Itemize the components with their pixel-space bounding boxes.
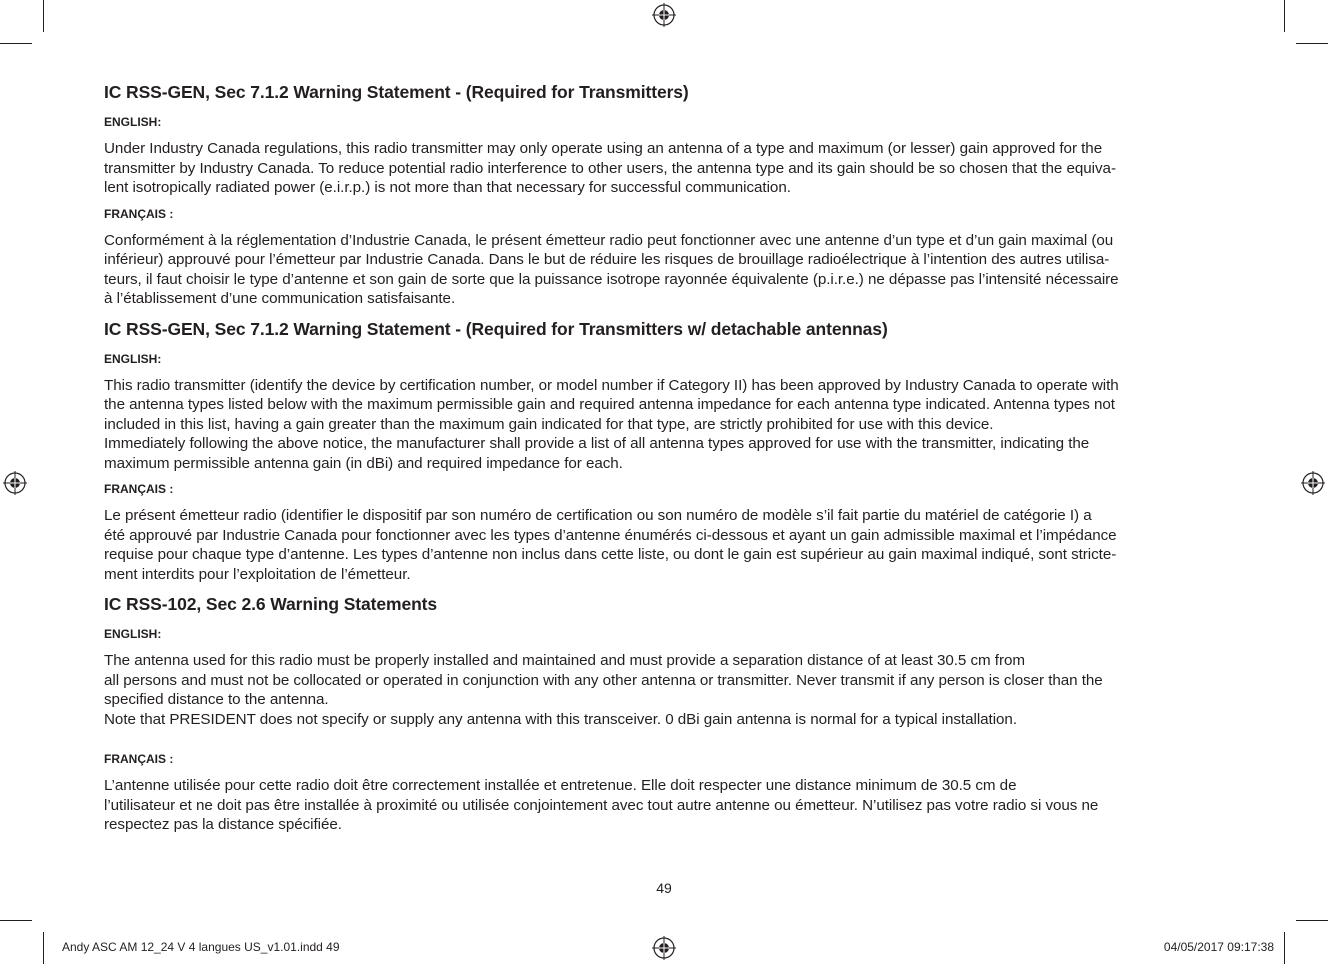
text-line: à l’établissement d’une communication satisfaisante. bbox=[104, 290, 456, 307]
text-line: transmitter by Industry Canada. To reduce potential radio interference to other users, the antenna type and its gain should be so chosen that the equiva- bbox=[104, 159, 1116, 177]
section-rss-gen-detachable bbox=[104, 317, 1228, 585]
text-line: respectez pas la distance spécifiée. bbox=[104, 816, 342, 833]
text-line: inférieur) approuvé pour l’émetteur par Industrie Canada. Dans le but de réduire les risques de brouillage radioélectrique à l’intention des autres utilisa- bbox=[104, 251, 1110, 268]
text-line: all persons and must not be collocated or operated in conjunction with any other antenna or transmitter. Never transmit if any person is closer than the bbox=[104, 671, 1103, 689]
registration-mark-icon bbox=[1301, 471, 1325, 495]
text-line: teurs, il faut choisir le type d’antenne et son gain de sorte que la puissance isotrope rayonnée équivalente (p.i.r.e.) ne dépasse pas l’intensité nécessaire bbox=[104, 270, 1119, 288]
crop-mark bbox=[43, 932, 44, 964]
crop-mark bbox=[1296, 43, 1328, 44]
registration-mark-icon bbox=[652, 3, 676, 27]
slug-timestamp: 04/05/2017 09:17:38 bbox=[1163, 940, 1274, 954]
text-line: ment interdits pour l’exploitation de l’émetteur. bbox=[104, 565, 411, 583]
text-line: lent isotropically radiated power (e.i.r.p.) is not more than that necessary for successful communication. bbox=[104, 179, 791, 196]
text-line: l’utilisateur et ne doit pas être installée à proximité ou utilisée conjointement avec tout autre antenne ou émetteur. N’utilisez pas votre radio si vous ne bbox=[104, 796, 1099, 814]
section-title: IC RSS-102, Sec 2.6 Warning Statements bbox=[104, 594, 438, 614]
english-paragraph bbox=[104, 651, 1228, 729]
text-line: This radio transmitter (identify the device by certification number, or model number if Category II) has been approved by Industry Canada to operate with bbox=[104, 376, 1119, 394]
document-body bbox=[104, 80, 1228, 843]
text-line: Under Industry Canada regulations, this radio transmitter may only operate using an antenna of a type and maximum (or lesser) gain approved for the bbox=[104, 140, 1103, 157]
crop-mark bbox=[0, 43, 32, 44]
text-line: specified distance to the antenna. bbox=[104, 691, 329, 708]
crop-mark bbox=[43, 0, 44, 32]
text-line: Conformément à la réglementation d’Industrie Canada, le présent émetteur radio peut fonctionner avec une antenne d’un type et d’un gain maximal (ou bbox=[104, 231, 1114, 249]
crop-mark bbox=[1296, 920, 1328, 921]
text-line: included in this list, having a gain greater than the maximum gain indicated for that type, are strictly prohibited for use with this device. bbox=[104, 415, 994, 433]
french-paragraph bbox=[104, 506, 1228, 584]
crop-mark bbox=[0, 920, 32, 921]
french-label: FRANÇAIS : bbox=[104, 482, 174, 496]
registration-mark-icon bbox=[3, 471, 27, 495]
text-line: été approuvé par Industrie Canada pour fonctionner avec les types d’antenne énumérés ci-dessous et ayant un gain admissible maximal et l’impédance bbox=[104, 526, 1117, 544]
text-line: requise pour chaque type d’antenne. Les types d’antenne non inclus dans cette liste, ou dont le gain est supérieur au gain maximal indiqué, sont stricte- bbox=[104, 546, 1117, 563]
english-paragraph bbox=[104, 139, 1228, 198]
section-rss-102 bbox=[104, 592, 1228, 835]
english-label: ENGLISH: bbox=[104, 351, 162, 366]
text-line: maximum permissible antenna gain (in dBi) and required impedance for each. bbox=[104, 454, 623, 472]
slug-filename: Andy ASC AM 12_24 V 4 langues US_v1.01.indd 49 bbox=[62, 940, 340, 954]
text-line: Le présent émetteur radio (identifier le dispositif par son numéro de certification ou son numéro de modèle s’il fait partie du matériel de catégorie I) a bbox=[104, 507, 1092, 524]
text-line: L’antenne utilisée pour cette radio doit être correctement installée et entretenue. Elle doit respecter une distance minimum de 30.5 cm de bbox=[104, 777, 1017, 794]
english-label: ENGLISH: bbox=[104, 627, 162, 641]
section-title: IC RSS-GEN, Sec 7.1.2 Warning Statement - (Required for Transmitters w/ detachable antennas) bbox=[104, 318, 888, 339]
text-line: the antenna types listed below with the maximum permissible gain and required antenna impedance for each antenna type indicated. Antenna types not bbox=[104, 396, 1115, 413]
section-title: IC RSS-GEN, Sec 7.1.2 Warning Statement - (Required for Transmitters) bbox=[104, 82, 689, 102]
english-paragraph bbox=[104, 376, 1228, 474]
text-line: The antenna used for this radio must be properly installed and maintained and must provide a separation distance of at least 30.5 cm from bbox=[104, 652, 1025, 669]
crop-mark bbox=[1284, 0, 1285, 32]
french-label: FRANÇAIS : bbox=[104, 206, 174, 221]
french-paragraph bbox=[104, 231, 1228, 309]
english-label: ENGLISH: bbox=[104, 115, 162, 129]
crop-mark bbox=[1284, 932, 1285, 964]
page-number: 49 bbox=[656, 880, 672, 896]
text-line: Note that PRESIDENT does not specify or supply any antenna with this transceiver. 0 dBi gain antenna is normal for a typical installation. bbox=[104, 710, 1017, 728]
french-label: FRANÇAIS : bbox=[104, 752, 174, 766]
french-paragraph bbox=[104, 776, 1228, 835]
text-line: Immediately following the above notice, the manufacturer shall provide a list of all antenna types approved for use with the transmitter, indicating the bbox=[104, 435, 1090, 452]
registration-mark-icon bbox=[652, 936, 676, 960]
section-rss-gen-transmitters bbox=[104, 80, 1228, 309]
